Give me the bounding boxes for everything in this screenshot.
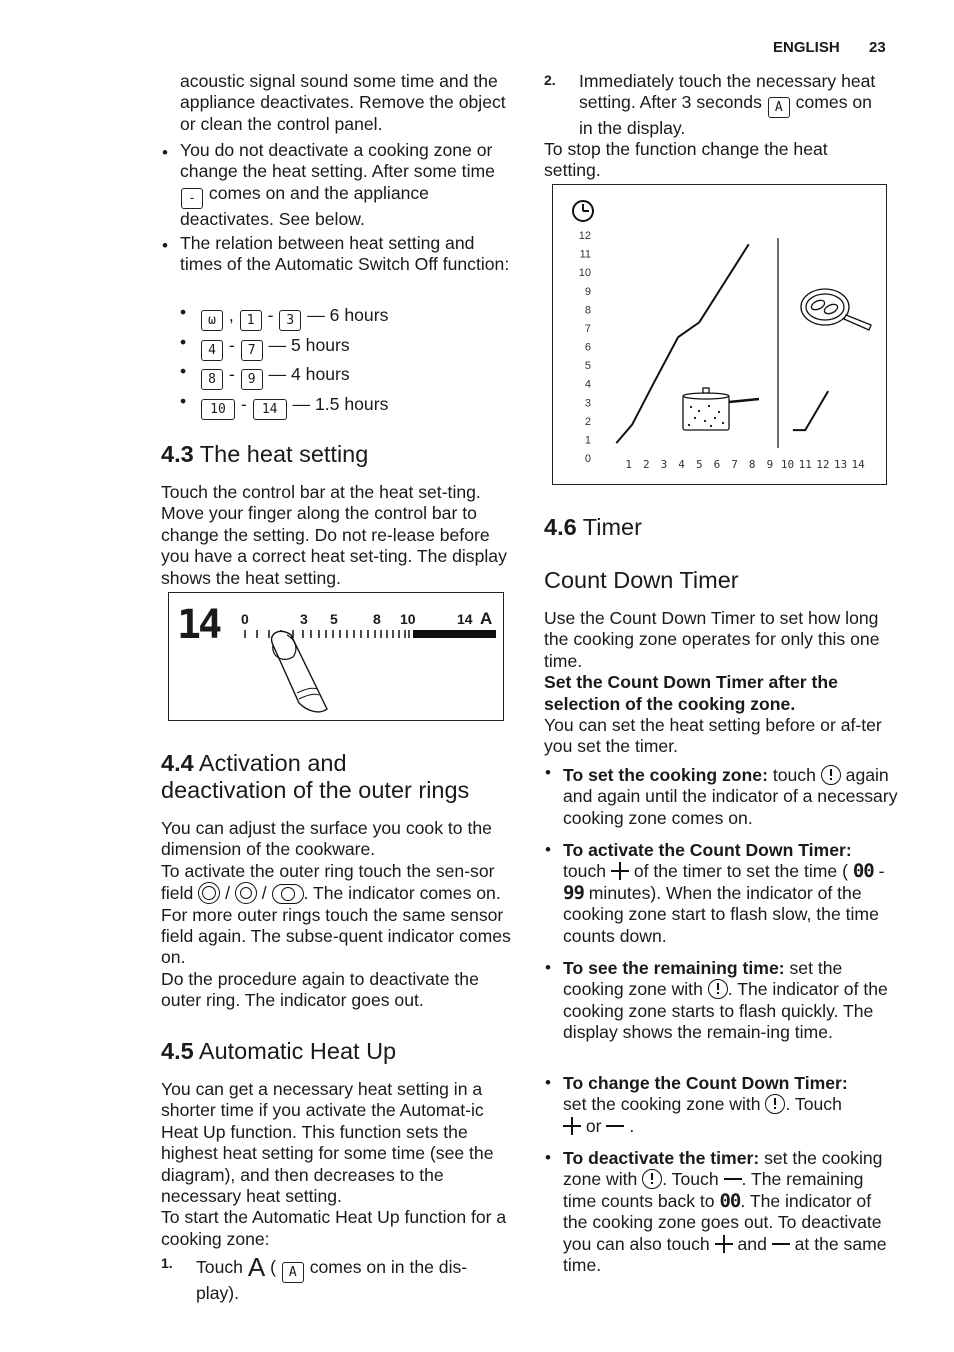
control-bar-drawing — [169, 593, 503, 720]
heat-up-chart — [552, 184, 887, 485]
step-2-text: Immediately touch the necessary heat setting. After 3 seconds A comes on in the display. — [579, 71, 876, 139]
intro-text: acoustic signal sound some time and the appliance deactivates. Remove the object or clean the control panel. — [180, 71, 506, 134]
series-line-2 — [793, 391, 828, 430]
plus-icon — [563, 1117, 581, 1135]
bullet-dot: • — [545, 1073, 551, 1092]
header-language: ENGLISH — [773, 39, 840, 56]
bar-label: 3 — [300, 611, 308, 627]
y-tick-label: 8 — [584, 304, 591, 317]
bullet-dot: • — [545, 1148, 551, 1167]
bullet-dot: • — [545, 763, 551, 782]
y-tick-label: 4 — [584, 378, 591, 391]
y-tick-label: 11 — [579, 248, 591, 261]
heat-setting-text: Touch the control bar at the heat set-ting. Move your finger along the control bar to change the setting. Do not re-lease before you have a correct heat set-ting. The display shows the heat setting. — [161, 482, 507, 588]
outer-rings-text: You can adjust the surface you cook to the dimension of the cookware. To activate the outer ring touch the sen-sor field / / . The indicator comes on. For more outer rings touch the same sensor field again. The subse-quent indicator comes on. Do the procedure again to deactivate the outer ring. The indicator goes out. — [161, 818, 511, 1011]
relation-item: • ω , 1 - 3 — 6 hours — [180, 305, 510, 335]
bullet-dot: • — [162, 236, 168, 255]
section-heading-4-4: 4.4 Activation and deactivation of the outer rings — [161, 750, 470, 803]
timer-icon — [765, 1094, 785, 1114]
y-tick-label: 12 — [578, 230, 591, 242]
relation-item: • 8 - 9 — 4 hours — [180, 364, 510, 394]
timer-zero-display: 00 — [719, 1189, 741, 1212]
minus-icon — [772, 1235, 790, 1253]
x-tick-label: 3 — [660, 458, 668, 471]
step-1-text: Touch A ( A comes on in the dis-play). — [196, 1252, 468, 1303]
section-heading-4-5: 4.5 Automatic Heat Up — [161, 1038, 397, 1064]
y-tick-label: 9 — [584, 285, 591, 298]
minus-icon — [724, 1170, 742, 1188]
chart-svg — [553, 185, 886, 484]
count-down-timer-heading: Count Down Timer — [544, 567, 739, 593]
x-tick-label: 4 — [678, 458, 685, 471]
bar-label: A — [480, 609, 493, 628]
y-tick-label: 0 — [584, 453, 591, 465]
bar-label: 10 — [400, 611, 416, 627]
timer-min-display: 00 — [852, 860, 874, 883]
heat-up-text: You can get a necessary heat setting in a shorter time if you activate the Automat-ic Heat Up function. This function sets the highest heat setting for some time (see the diagram), and then decreases to the necessary heat setting. To start the Automatic Heat Up function for a cooking zone: — [161, 1079, 507, 1249]
item-set-cooking-zone: To set the cooking zone: touch again and again until the indicator of a necessary cooking zone comes on. — [563, 765, 898, 828]
timer-max-display: 99 — [563, 881, 584, 904]
item-change-timer: To change the Count Down Timer: set the cooking zone with . Touch or . — [563, 1073, 848, 1136]
relation-list — [180, 302, 510, 423]
y-tick-label: 3 — [584, 397, 591, 410]
step-number: 2. — [544, 72, 556, 88]
step-number: 1. — [161, 1255, 173, 1271]
bullet-dot: • — [162, 143, 168, 162]
bar-label: 8 — [373, 611, 381, 627]
section-heading-4-6: 4.6 Timer — [544, 514, 642, 540]
bullet-relation: The relation between heat setting and times of the Automatic Switch Off function: — [180, 233, 510, 275]
bullet-dot: • — [545, 840, 551, 859]
bullet-dot: • — [545, 958, 551, 977]
item-remaining-time: To see the remaining time: set the cooking zone with . The indicator of the cooking zone starts to flash quickly. The display shows the remain-ing time. — [563, 958, 888, 1043]
oval-ring-icon — [272, 884, 304, 904]
x-tick-label: 10 — [780, 458, 795, 471]
auto-heat-up-icon: A — [247, 1252, 266, 1282]
x-tick-label: 5 — [695, 458, 703, 471]
x-tick-label: 9 — [766, 458, 774, 471]
stop-text: To stop the function change the heat setting. — [544, 139, 828, 181]
plus-icon — [715, 1235, 733, 1253]
timer-icon — [642, 1169, 662, 1189]
x-tick-label: 14 — [851, 458, 865, 471]
y-tick-label: 1 — [584, 434, 591, 447]
heat-display: 14 — [177, 602, 220, 648]
triple-ring-icon — [198, 882, 220, 904]
timer-icon — [708, 979, 728, 999]
pot-icon — [683, 388, 759, 430]
double-ring-icon — [235, 882, 257, 904]
relation-item: • 10 - 14 — 1.5 hours — [180, 394, 510, 424]
bar-label: 0 — [241, 611, 249, 627]
x-tick-label: 12 — [816, 458, 830, 471]
y-tick-label: 10 — [578, 267, 591, 280]
x-tick-label: 2 — [642, 458, 650, 471]
y-tick-label: 2 — [584, 415, 591, 428]
y-tick-label: 5 — [584, 360, 591, 373]
x-tick-label: 11 — [798, 458, 812, 471]
x-tick-label: 7 — [731, 458, 738, 471]
timer-icon — [821, 765, 841, 785]
bullet-deactivate: You do not deactivate a cooking zone or change the heat setting. After some time - comes on and the appliance deactivates. See below. — [180, 140, 495, 229]
display-symbol: - — [181, 188, 203, 209]
bar-label: 5 — [330, 611, 338, 627]
page-number: 23 — [869, 39, 886, 56]
x-tick-label: 6 — [713, 458, 721, 471]
minus-icon — [606, 1117, 624, 1135]
y-tick-label: 7 — [584, 322, 591, 335]
frying-pan-icon — [801, 289, 871, 330]
item-deactivate-timer: To deactivate the timer: set the cooking zone with . Touch . The remaining time counts back to 00. The indicator of the cooking zone goes out. To deactivate you can also touch and at the same time. — [563, 1148, 887, 1276]
relation-item: • 4 - 7 — 5 hours — [180, 335, 510, 365]
x-tick-label: 13 — [833, 458, 848, 471]
y-tick-label: 6 — [584, 341, 591, 354]
item-activate-timer: To activate the Count Down Timer: touch of the timer to set the time ( 00 - 99 minutes). When the indicator of the cooking zone start to flash slow, the time counts down. — [563, 840, 885, 946]
plus-icon — [611, 862, 629, 880]
control-bar-figure — [168, 592, 504, 721]
section-heading-4-3: 4.3 The heat setting — [161, 441, 369, 467]
x-tick-label: 8 — [748, 458, 756, 471]
bar-label: 14 — [457, 611, 473, 627]
count-down-timer-intro: Use the Count Down Timer to set how long the cooking zone operates for only this one time. Set the Count Down Timer after the selection of the cooking zone. You can set the heat setting before or af-ter you set the timer. — [544, 608, 882, 757]
x-tick-label: 1 — [625, 458, 632, 471]
